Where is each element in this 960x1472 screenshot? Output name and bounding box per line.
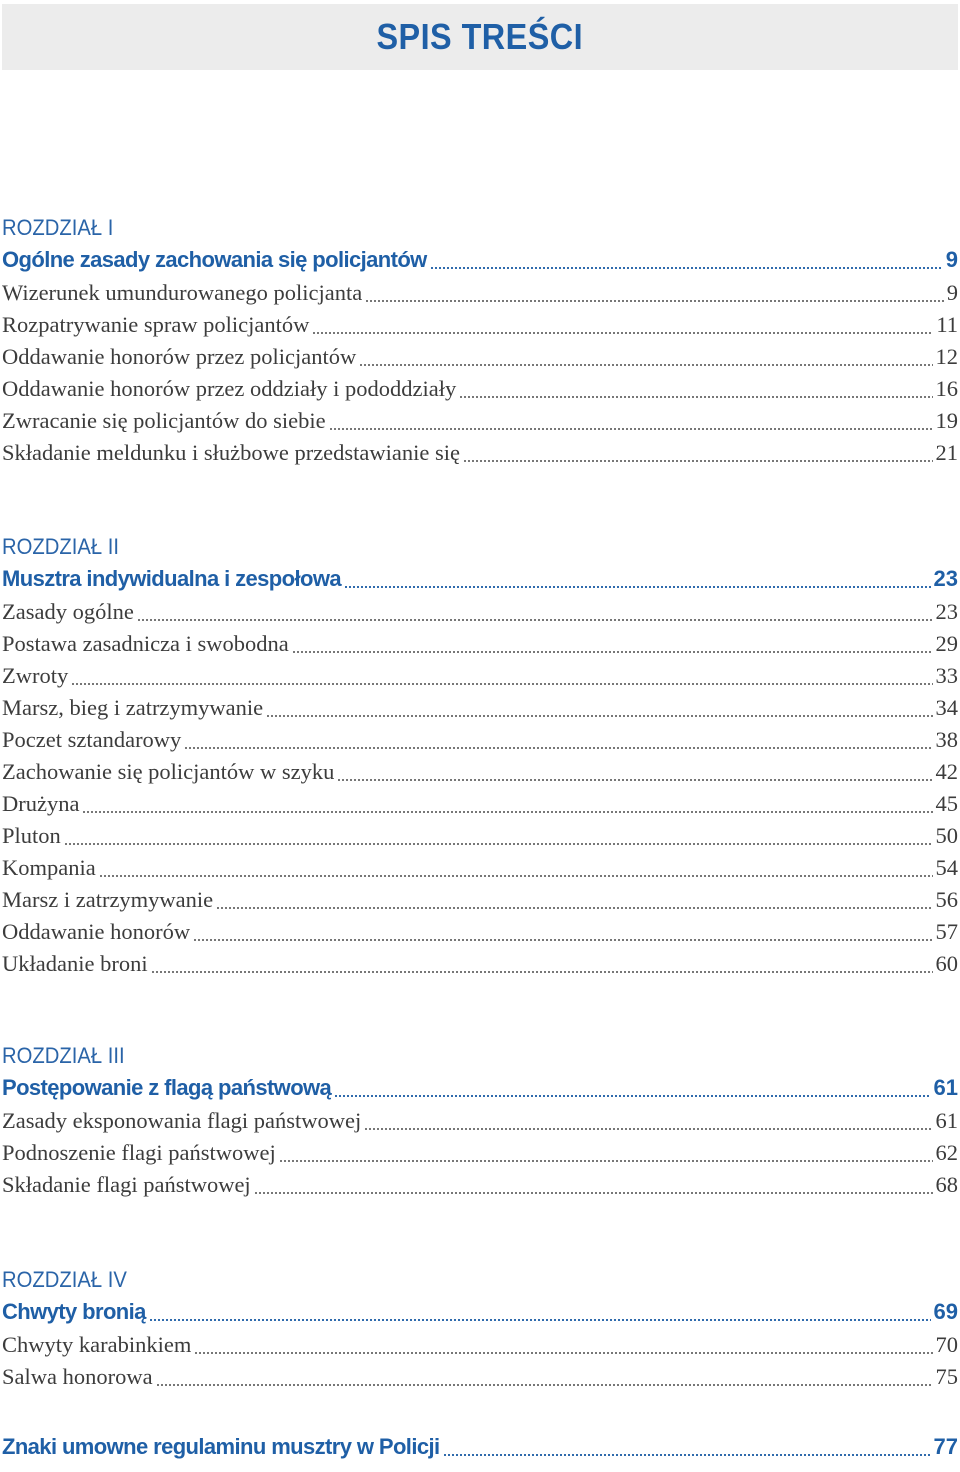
chapter-heading[interactable] bbox=[2, 562, 958, 596]
toc-entry[interactable] bbox=[2, 1137, 958, 1169]
heading-title: Ogólne zasady zachowania się policjantów bbox=[2, 247, 427, 272]
entry-title: Zasady ogólne bbox=[2, 599, 134, 624]
chapter-3 bbox=[2, 1041, 958, 1201]
entry-title: Rozpatrywanie spraw policjantów bbox=[2, 312, 310, 337]
entry-title: Układanie broni bbox=[2, 951, 148, 976]
entry-page: 45 bbox=[935, 791, 958, 816]
toc-entry[interactable] bbox=[2, 341, 958, 373]
entry-title: Chwyty karabinkiem bbox=[2, 1332, 192, 1357]
heading-title: Postępowanie z flagą państwową bbox=[2, 1075, 332, 1100]
dot-leader bbox=[151, 971, 933, 973]
entry-title: Zwroty bbox=[2, 663, 69, 688]
toc-entry[interactable] bbox=[2, 788, 958, 820]
dot-leader bbox=[364, 1128, 932, 1130]
entry-page: 9 bbox=[946, 280, 958, 305]
chapter-2 bbox=[2, 532, 958, 980]
entry-title: Salwa honorowa bbox=[2, 1364, 153, 1389]
entry-page: 16 bbox=[935, 376, 958, 401]
dot-leader bbox=[216, 907, 932, 909]
final-section bbox=[2, 1430, 958, 1464]
dot-leader bbox=[459, 396, 932, 398]
dot-leader bbox=[337, 779, 932, 781]
entry-page: 61 bbox=[935, 1108, 958, 1133]
entry-page: 75 bbox=[935, 1364, 958, 1389]
entry-page: 50 bbox=[935, 823, 958, 848]
dot-leader bbox=[329, 428, 933, 430]
dot-leader bbox=[99, 875, 933, 877]
entry-title: Oddawanie honorów przez policjantów bbox=[2, 344, 357, 369]
dot-leader bbox=[194, 1352, 932, 1354]
entry-page: 38 bbox=[935, 727, 958, 752]
toc-entry[interactable] bbox=[2, 1361, 958, 1393]
entry-title: Zwracanie się policjantów do siebie bbox=[2, 408, 326, 433]
entry-page: 62 bbox=[935, 1140, 958, 1165]
entry-title: Wizerunek umundurowanego policjanta bbox=[2, 280, 363, 305]
dot-leader bbox=[443, 1454, 931, 1456]
toc-entry[interactable] bbox=[2, 852, 958, 884]
dot-leader bbox=[279, 1160, 933, 1162]
entry-page: 12 bbox=[935, 344, 958, 369]
entry-page: 42 bbox=[935, 759, 958, 784]
entry-page: 19 bbox=[935, 408, 958, 433]
toc-entry[interactable] bbox=[2, 437, 958, 469]
toc-entry[interactable] bbox=[2, 916, 958, 948]
toc-entry[interactable] bbox=[2, 884, 958, 916]
entry-page: 23 bbox=[935, 599, 958, 624]
entry-title: Oddawanie honorów przez oddziały i pododdziały bbox=[2, 376, 457, 401]
entry-title: Marsz i zatrzymywanie bbox=[2, 887, 214, 912]
dot-leader bbox=[463, 460, 933, 462]
toc-entry[interactable] bbox=[2, 405, 958, 437]
entry-title: Podnoszenie flagi państwowej bbox=[2, 1140, 276, 1165]
toc-entry[interactable] bbox=[2, 756, 958, 788]
dot-leader bbox=[71, 683, 932, 685]
chapter-heading[interactable] bbox=[2, 1071, 958, 1105]
entry-page: 70 bbox=[935, 1332, 958, 1357]
entry-title: Oddawanie honorów bbox=[2, 919, 191, 944]
dot-leader bbox=[292, 651, 933, 653]
final-heading[interactable] bbox=[2, 1430, 958, 1464]
dot-leader bbox=[149, 1319, 931, 1321]
toc-entry[interactable] bbox=[2, 596, 958, 628]
entry-page: 34 bbox=[935, 695, 958, 720]
dot-leader bbox=[184, 747, 932, 749]
toc-entry[interactable] bbox=[2, 948, 958, 980]
entry-title: Zachowanie się policjantów w szyku bbox=[2, 759, 335, 784]
entry-page: 60 bbox=[935, 951, 958, 976]
toc-entry[interactable] bbox=[2, 1329, 958, 1361]
entry-page: 68 bbox=[935, 1172, 958, 1197]
page-title: SPIS TREŚCI bbox=[376, 16, 584, 57]
chapter-heading[interactable] bbox=[2, 243, 958, 277]
chapter-label: ROZDZIAŁ IV bbox=[2, 1267, 127, 1292]
entry-title: Kompania bbox=[2, 855, 96, 880]
entry-title: Drużyna bbox=[2, 791, 80, 816]
toc-entry[interactable] bbox=[2, 724, 958, 756]
toc-entry[interactable] bbox=[2, 309, 958, 341]
dot-leader bbox=[266, 715, 932, 717]
toc-entry[interactable] bbox=[2, 660, 958, 692]
dot-leader bbox=[334, 1095, 930, 1097]
title-bar bbox=[2, 4, 958, 70]
heading-page: 69 bbox=[933, 1299, 958, 1324]
dot-leader bbox=[156, 1384, 933, 1386]
heading-title: Znaki umowne regulaminu musztry w Policji bbox=[2, 1434, 440, 1459]
entry-title: Poczet sztandarowy bbox=[2, 727, 182, 752]
chapter-4 bbox=[2, 1265, 958, 1393]
heading-page: 9 bbox=[945, 247, 958, 272]
entry-page: 54 bbox=[935, 855, 958, 880]
toc-entry[interactable] bbox=[2, 692, 958, 724]
entry-page: 56 bbox=[935, 887, 958, 912]
toc-entry[interactable] bbox=[2, 628, 958, 660]
chapter-heading[interactable] bbox=[2, 1295, 958, 1329]
heading-page: 61 bbox=[933, 1075, 958, 1100]
dot-leader bbox=[193, 939, 932, 941]
chapter-label: ROZDZIAŁ II bbox=[2, 534, 119, 559]
toc-entry[interactable] bbox=[2, 1169, 958, 1201]
chapter-label: ROZDZIAŁ III bbox=[2, 1043, 125, 1068]
dot-leader bbox=[64, 843, 933, 845]
dot-leader bbox=[430, 267, 943, 269]
heading-page: 77 bbox=[933, 1434, 958, 1459]
chapter-1 bbox=[2, 213, 958, 469]
heading-title: Chwyty bronią bbox=[2, 1299, 146, 1324]
entry-page: 21 bbox=[935, 440, 958, 465]
entry-page: 33 bbox=[935, 663, 958, 688]
dot-leader bbox=[344, 586, 931, 588]
entry-title: Zasady eksponowania flagi państwowej bbox=[2, 1108, 362, 1133]
dot-leader bbox=[137, 619, 933, 621]
dot-leader bbox=[365, 300, 944, 302]
entry-page: 29 bbox=[935, 631, 958, 656]
chapter-label: ROZDZIAŁ I bbox=[2, 215, 114, 240]
toc-entry[interactable] bbox=[2, 373, 958, 405]
toc-entry[interactable] bbox=[2, 277, 958, 309]
entry-title: Postawa zasadnicza i swobodna bbox=[2, 631, 289, 656]
toc-entry[interactable] bbox=[2, 1105, 958, 1137]
dot-leader bbox=[312, 332, 933, 334]
heading-page: 23 bbox=[933, 566, 958, 591]
entry-title: Składanie meldunku i służbowe przedstawianie się bbox=[2, 440, 460, 465]
dot-leader bbox=[82, 811, 932, 813]
toc-entry[interactable] bbox=[2, 820, 958, 852]
entry-title: Składanie flagi państwowej bbox=[2, 1172, 251, 1197]
entry-title: Marsz, bieg i zatrzymywanie bbox=[2, 695, 264, 720]
entry-page: 11 bbox=[936, 312, 958, 337]
entry-page: 57 bbox=[935, 919, 958, 944]
dot-leader bbox=[254, 1192, 933, 1194]
dot-leader bbox=[359, 364, 932, 366]
entry-title: Pluton bbox=[2, 823, 61, 848]
heading-title: Musztra indywidualna i zespołowa bbox=[2, 566, 341, 591]
